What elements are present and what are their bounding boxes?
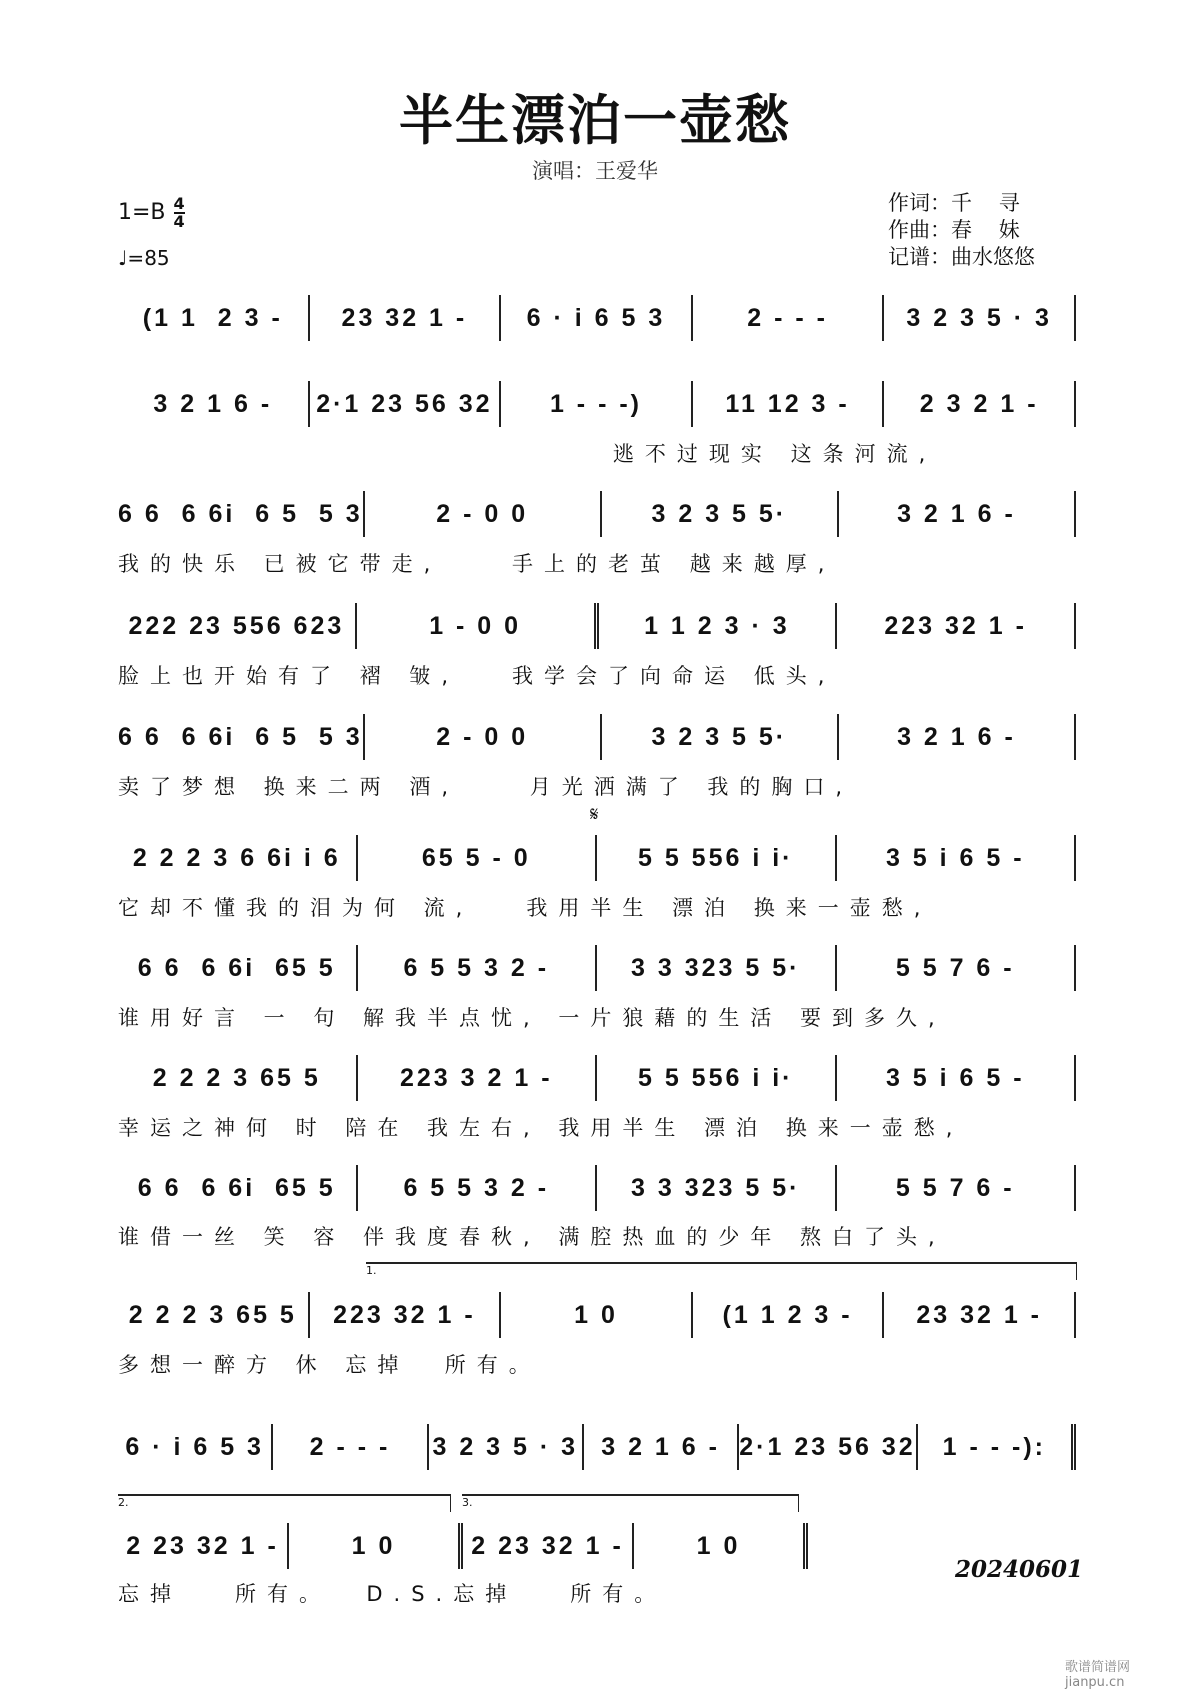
composer: 作曲：春 妹 [888,218,1020,242]
staff-row [118,838,1076,878]
lyric-line: 多想一醉方 休 忘掉 所有。 [118,1353,541,1377]
lyric-line: 逃不过现实 这条河流, [118,442,937,466]
measure: 2·1 23 56 32 [739,1424,917,1470]
staff-row [118,1168,1076,1208]
measure: 3 2 3 5 · 3 [429,1424,584,1470]
measure: 223 32 1 - [837,603,1076,649]
lyric-line: 幸运之神何 时 陪在 我左右, 我用半生 漂泊 换来一壶愁, [118,1116,964,1140]
measure: 5 5 7 6 - [837,1165,1077,1211]
staff-row [118,948,1076,988]
measure: 3 3 323 5 5· [597,1165,837,1211]
measure: 2·1 23 56 32 [310,381,502,427]
measure: 2 2 2 3 6 6i i 6 [118,835,358,881]
measure: 2 23 32 1 - [463,1523,634,1569]
ts-bottom: 4 [173,212,185,231]
measure: 6 6 6 6i 65 5 [118,1165,358,1211]
measure: 6 6 6 6i 6 5 5 3 [118,714,365,760]
ending-1-bracket [366,1262,1077,1280]
measure: 5 5 7 6 - [837,945,1077,991]
staff-row [118,1427,1076,1467]
lyricist: 作词：千 寻 [888,191,1020,215]
measure: 1 0 [501,1292,693,1338]
measure: 2 - - - [693,295,885,341]
measure: 65 5 - 0 [358,835,598,881]
measure: 1 - 0 0 [357,603,599,649]
measure: 23 32 1 - [310,295,502,341]
staff-row [118,298,1076,338]
measure: 1 - - -) [501,381,693,427]
segno-mark: 𝄋 [590,802,599,826]
measure: 6 5 5 3 2 - [358,945,598,991]
date: 20240601 [955,1556,1084,1583]
measure: 6 6 6 6i 6 5 5 3 [118,491,365,537]
ending-3-bracket [462,1494,799,1512]
measure: 223 32 1 - [310,1292,502,1338]
measure: 2 - - - [273,1424,428,1470]
singer: 演唱：王爱华 [532,159,658,183]
measure: 3 2 3 5 5· [602,714,839,760]
measure: 2 - 0 0 [365,491,602,537]
watermark: 歌谱简谱网 jianpu.cn [1065,1660,1131,1690]
staff-row [118,384,1076,424]
measure: 3 5 i 6 5 - [837,1055,1077,1101]
measure: 5 5 556 i i· [597,1055,837,1101]
tempo: ♩=85 [118,246,170,270]
measure: 222 23 556 623 [118,603,357,649]
credits [888,190,1035,271]
measure: 3 2 1 6 - [584,1424,739,1470]
measure: 3 2 1 6 - [839,714,1076,760]
measure: 3 2 1 6 - [839,491,1076,537]
lyric-line: 它却不懂我的泪为何 流, 我用半生 漂泊 换来一壶愁, [118,896,932,920]
measure: 11 12 3 - [693,381,885,427]
transcriber: 记谱：曲水悠悠 [888,245,1035,269]
lyric-line: 我的快乐 已被它带走, 手上的老茧 越来越厚, [118,552,836,576]
measure: 2 2 2 3 65 5 [118,1292,310,1338]
measure: 1 - - -): [918,1424,1076,1470]
lyric-line: 谁用好言 一 句 解我半点忧, 一片狼藉的生活 要到多久, [118,1006,946,1030]
song-title: 半生漂泊一壶愁 [399,88,791,152]
staff-row [118,494,1076,534]
measure: 2 3 2 1 - [884,381,1076,427]
measure: 3 3 323 5 5· [597,945,837,991]
measure: 2 - 0 0 [365,714,602,760]
ending-2-bracket [118,1494,451,1512]
measure: (1 1 2 3 - [693,1292,885,1338]
measure: 6 · i 6 5 3 [118,1424,273,1470]
time-signature [174,196,185,230]
measure: 1 0 [634,1523,808,1569]
measure: 3 2 3 5 5· [602,491,839,537]
measure: 3 2 3 5 · 3 [884,295,1076,341]
key: 1=B [118,200,166,225]
staff-row [118,606,1076,646]
ending-2-label: 2. [118,1496,129,1509]
ts-top: 4 [173,194,185,213]
lyric-line: 谁借一丝 笑 容 伴我度春秋, 满腔热血的少年 熬白了头, [118,1225,946,1249]
staff-row [118,1058,1076,1098]
measure: 223 3 2 1 - [358,1055,598,1101]
measure: 2 2 2 3 65 5 [118,1055,358,1101]
measure: 1 1 2 3 · 3 [599,603,838,649]
measure: 5 5 556 i i· [597,835,837,881]
measure: 6 · i 6 5 3 [501,295,693,341]
ending-3-label: 3. [462,1496,473,1509]
measure: 1 0 [289,1523,463,1569]
staff-row [118,1295,1076,1335]
lyric-line: 脸上也开始有了 褶 皱, 我学会了向命运 低头, [118,664,836,688]
measure: 6 5 5 3 2 - [358,1165,598,1211]
measure: 6 6 6 6i 65 5 [118,945,358,991]
staff-row [118,1526,808,1566]
measure: (1 1 2 3 - [118,295,310,341]
lyric-line: 忘掉 所有。 D.S.忘掉 所有。 [118,1582,667,1606]
staff-row [118,717,1076,757]
key-signature [118,196,185,230]
measure: 2 23 32 1 - [118,1523,289,1569]
measure: 3 5 i 6 5 - [837,835,1077,881]
lyric-line: 卖了梦想 换来二两 酒, 月光洒满了 我的胸口, [118,775,854,799]
measure: 3 2 1 6 - [118,381,310,427]
measure: 23 32 1 - [884,1292,1076,1338]
ending-1-label: 1. [366,1264,377,1277]
